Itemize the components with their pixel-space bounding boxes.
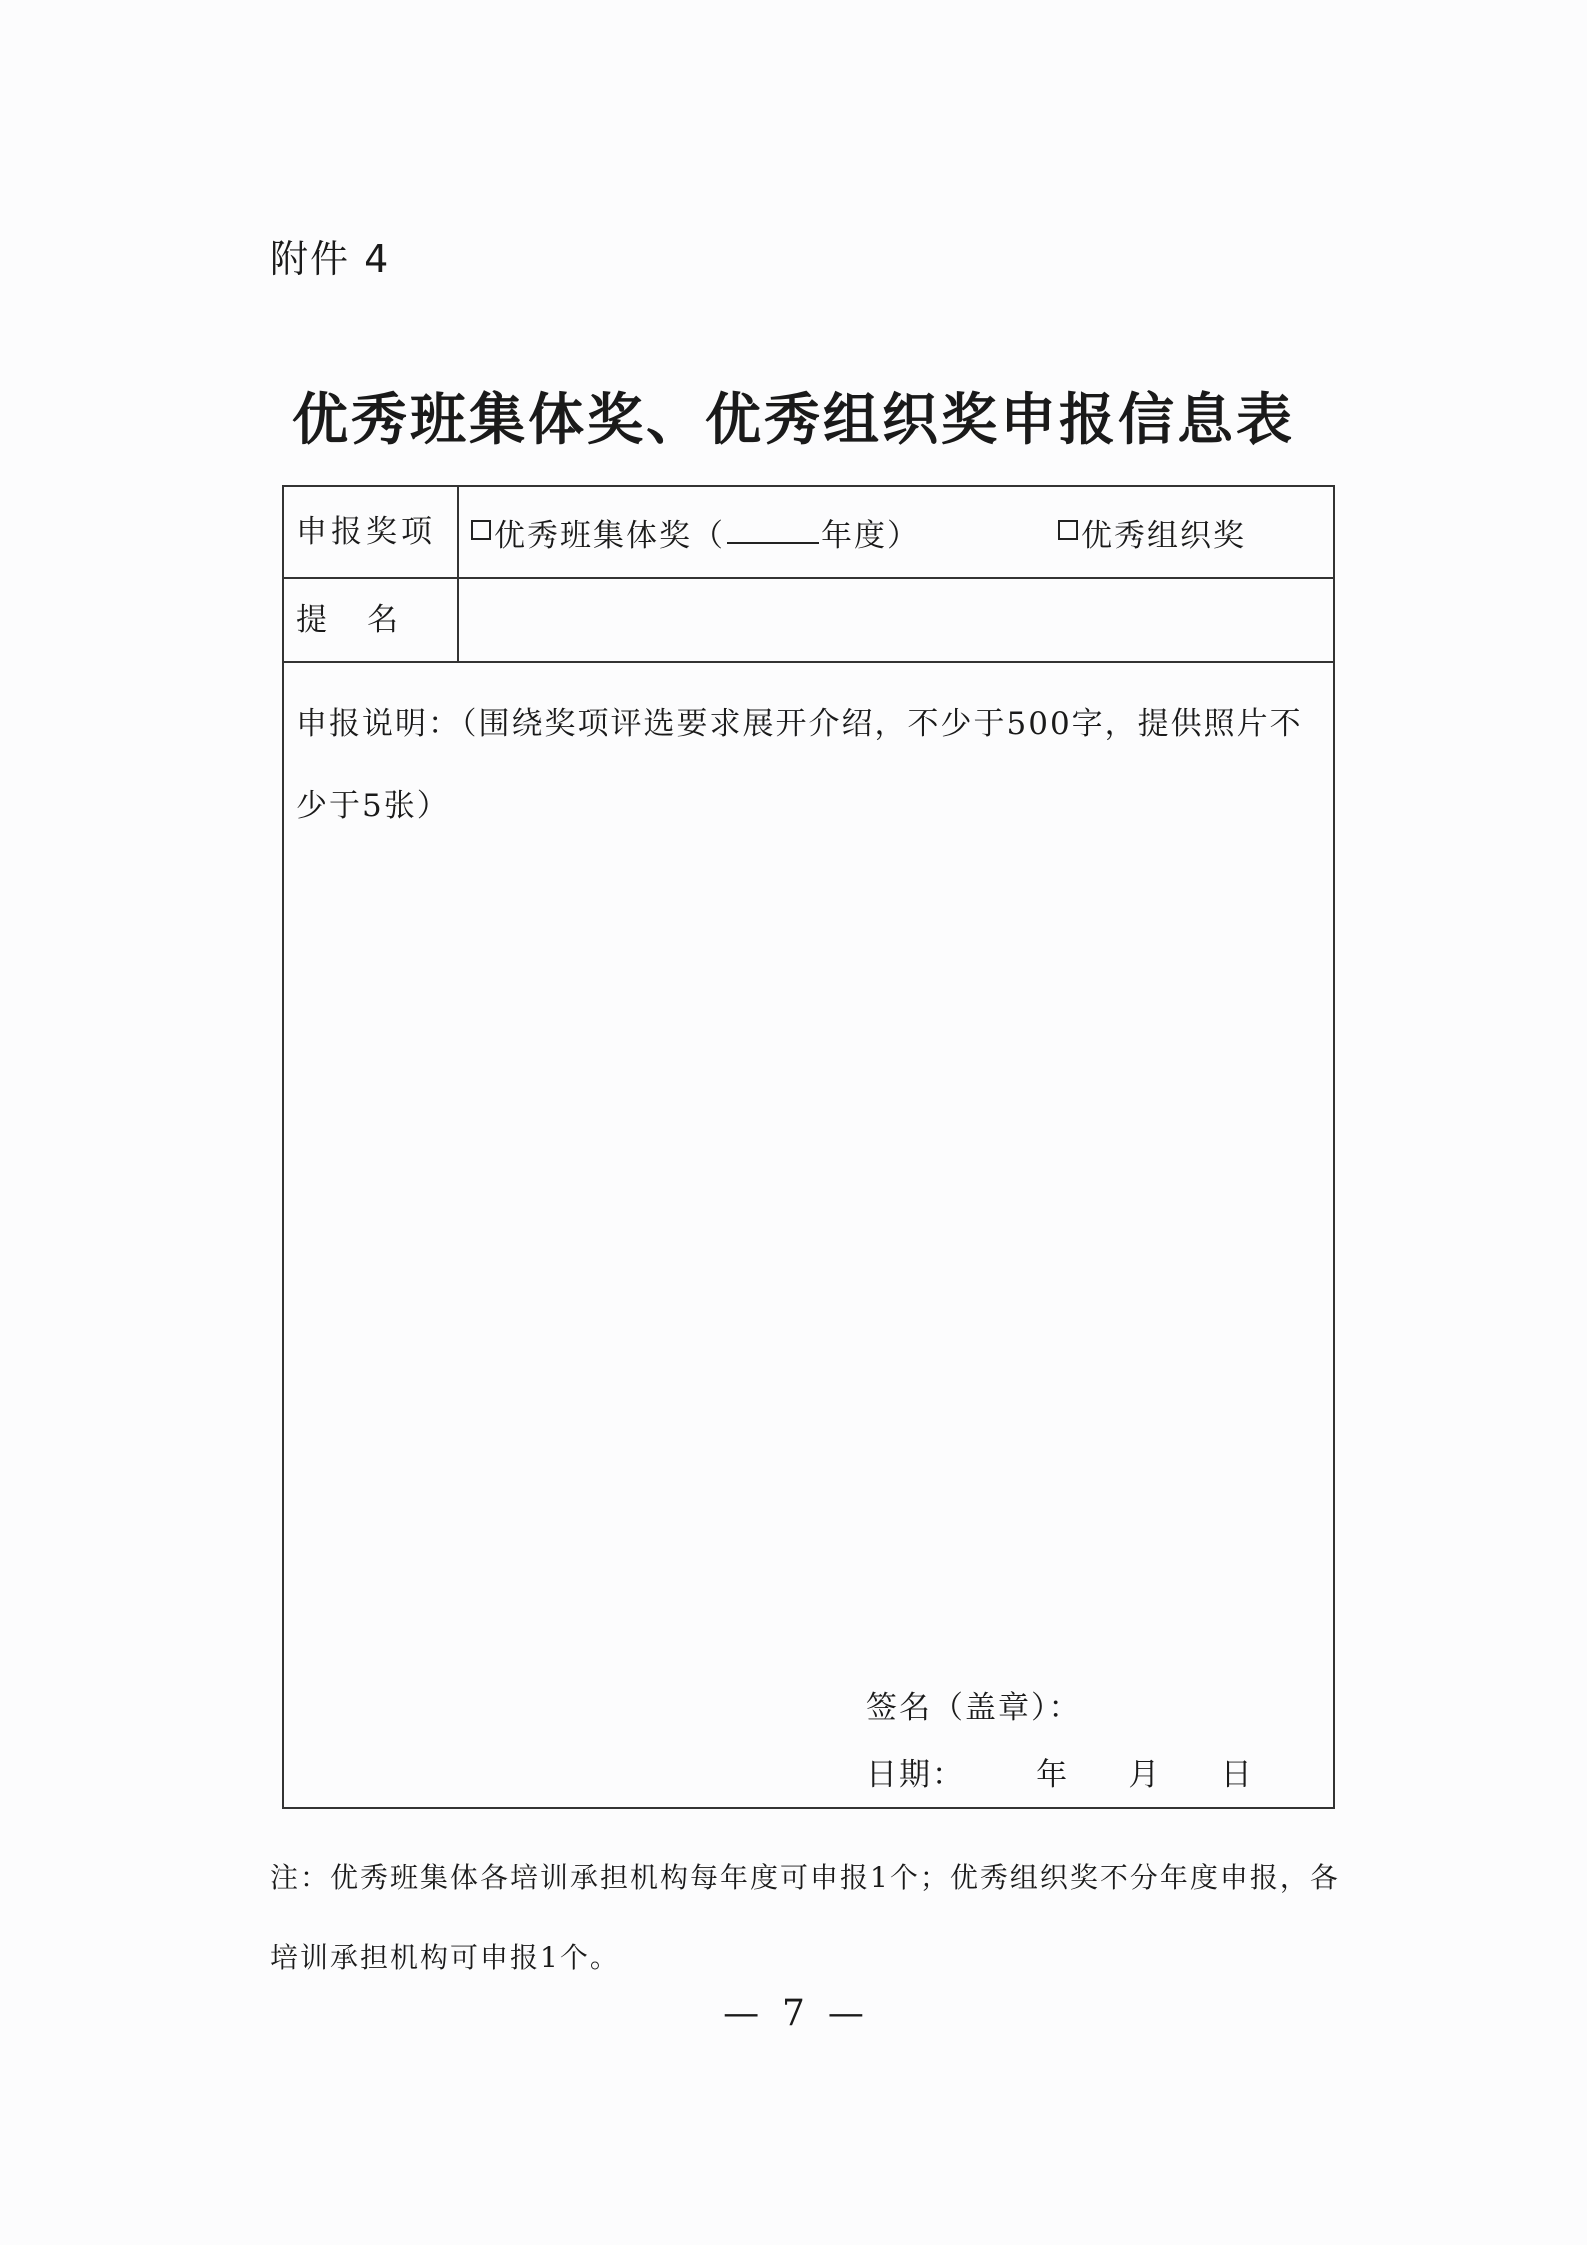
class-award-checkbox[interactable]	[471, 520, 491, 540]
date-line	[866, 1749, 1254, 1794]
award-option-class[interactable]	[471, 510, 920, 555]
organization-award-label: 优秀组织奖	[1081, 517, 1246, 554]
attachment-label: 附件 4	[270, 237, 391, 281]
class-award-prefix: 优秀班集体奖（	[494, 517, 725, 554]
award-label: 申报奖项	[284, 487, 459, 577]
signature-label: 签名（盖章）：	[866, 1690, 1082, 1726]
date-day: 日	[1220, 1757, 1254, 1793]
class-award-suffix: 年度）	[821, 517, 920, 554]
date-label: 日期：	[866, 1757, 965, 1793]
nomination-field[interactable]	[459, 579, 1333, 661]
organization-award-checkbox[interactable]	[1058, 520, 1078, 540]
description-instructions: 申报说明：（围绕奖项评选要求展开介绍，不少于500字，提供照片不少于5张）	[296, 706, 1303, 824]
award-options	[459, 487, 1333, 577]
page-title: 优秀班集体奖、优秀组织奖申报信息表	[292, 388, 1295, 453]
date-month: 月	[1128, 1757, 1162, 1793]
page-number: — 7 —	[723, 1993, 864, 2034]
year-blank-field[interactable]	[727, 520, 819, 544]
footnote: 注：优秀班集体各培训承担机构每年度可申报1个；优秀组织奖不分年度申报，各培训承担机构可申报1个。	[270, 1861, 1340, 1974]
date-year: 年	[1036, 1757, 1070, 1793]
page-number-value: 7	[782, 1993, 805, 2034]
application-form-table	[282, 485, 1335, 1809]
nomination-row	[284, 579, 1333, 663]
nomination-label: 提名	[284, 579, 459, 661]
award-row	[284, 487, 1333, 579]
award-option-organization[interactable]	[1058, 510, 1246, 555]
